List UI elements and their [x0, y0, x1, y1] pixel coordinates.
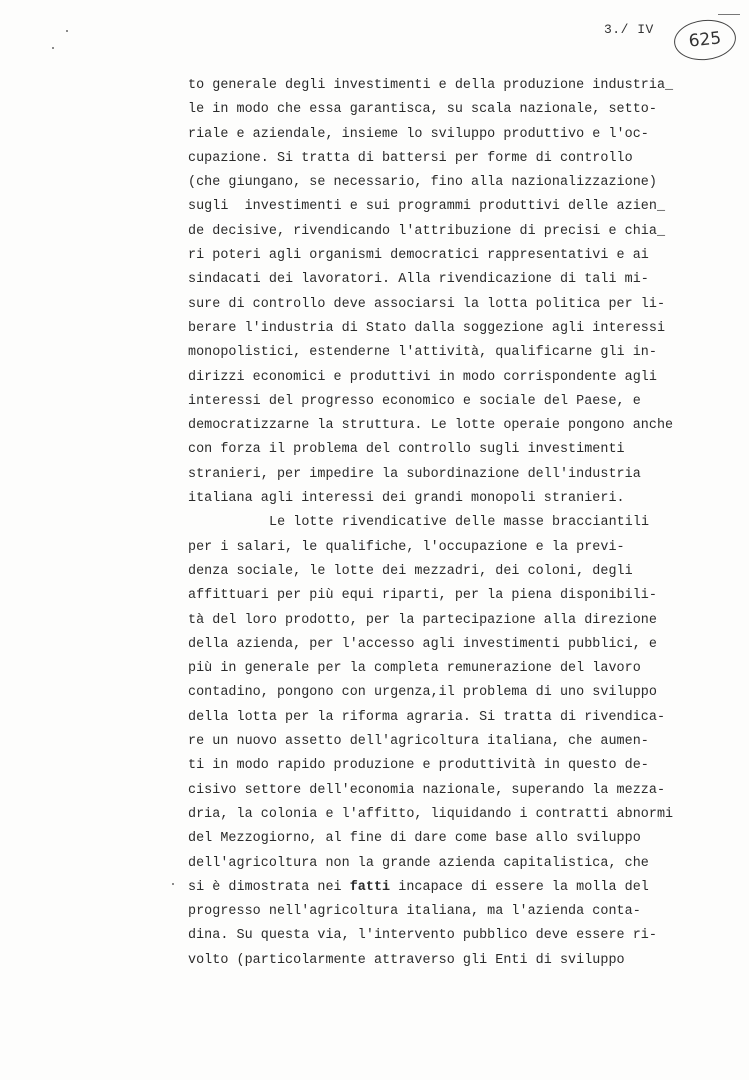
- text-line: to generale degli investimenti e della produzione industria_: [188, 78, 674, 93]
- text-line: dina. Su questa via, l'intervento pubblico deve essere ri-: [188, 928, 657, 944]
- text-line: le in modo che essa garantisca, su scala nazionale, setto-: [188, 102, 657, 118]
- text-line: interessi del progresso economico e sociale del Paese, e: [188, 393, 641, 409]
- text-line: sindacati dei lavoratori. Alla rivendicazione di tali mi-: [188, 272, 649, 288]
- text-line: (che giungano, se necessario, fino alla nazionalizzazione): [188, 175, 657, 191]
- text-line: della azienda, per l'accesso agli investimenti pubblici, e: [188, 636, 657, 652]
- text-line: dria, la colonia e l'affitto, liquidando i contratti abnormi: [188, 806, 674, 822]
- text-line: monopolistici, estenderne l'attività, qualificarne gli in-: [188, 345, 657, 361]
- text-line: affittuari per più equi riparti, per la piena disponibili-: [188, 588, 657, 604]
- text-line: de decisive, rivendicando l'attribuzione di precisi e chia_: [188, 223, 666, 239]
- page-reference: 3./ IV: [604, 22, 654, 37]
- text-line: progresso nell'agricoltura italiana, ma l'azienda conta-: [188, 904, 641, 920]
- text-line: italiana agli interessi dei grandi monopoli stranieri.: [188, 491, 625, 507]
- text-line: volto (particolarmente attraverso gli Enti di sviluppo: [188, 952, 625, 968]
- text-line: per i salari, le qualifiche, l'occupazione e la previ-: [188, 539, 625, 555]
- text-line: re un nuovo assetto dell'agricoltura italiana, che aumen-: [188, 734, 649, 750]
- text-segment: si è dimostrata nei: [188, 879, 350, 895]
- scan-dot: [52, 47, 54, 49]
- text-line: cupazione. Si tratta di battersi per forme di controllo: [188, 150, 633, 166]
- page-number-stamp: 625: [672, 17, 738, 63]
- document-body: [188, 74, 728, 973]
- text-line: sure di controllo deve associarsi la lotta politica per li-: [188, 296, 666, 312]
- text-line: berare l'industria di Stato dalla soggezione agli interessi: [188, 320, 666, 336]
- text-line: denza sociale, le lotte dei mezzadri, dei coloni, degli: [188, 563, 633, 579]
- text-line: contadino, pongono con urgenza,il problema di uno sviluppo: [188, 685, 657, 701]
- text-line: con forza il problema del controllo sugli investimenti: [188, 442, 625, 458]
- text-line: democratizzarne la struttura. Le lotte operaie pongono anche: [188, 418, 674, 434]
- text-line: sugli investimenti e sui programmi produttivi delle azien_: [188, 199, 666, 215]
- text-line: della lotta per la riforma agraria. Si tratta di rivendica-: [188, 709, 666, 725]
- text-line: dirizzi economici e produttivi in modo corrispondente agli: [188, 369, 657, 385]
- scan-dot: [172, 883, 174, 885]
- scan-artifact: [718, 14, 740, 15]
- text-line: più in generale per la completa remunerazione del lavoro: [188, 661, 641, 677]
- text-line: del Mezzogiorno, al fine di dare come base allo sviluppo: [188, 831, 641, 847]
- text-line: ti in modo rapido produzione e produttività in questo de-: [188, 758, 649, 774]
- paragraph-start-line: Le lotte rivendicative delle masse bracciantili: [269, 515, 650, 531]
- text-segment: incapace di essere la molla del: [390, 879, 649, 895]
- bold-word: fatti: [349, 879, 391, 895]
- text-line: ri poteri agli organismi democratici rappresentativi e ai: [188, 248, 649, 264]
- text-line: cisivo settore dell'economia nazionale, superando la mezza-: [188, 782, 666, 798]
- text-line: riale e aziendale, insieme lo sviluppo produttivo e l'oc-: [188, 126, 649, 142]
- scan-dot: [66, 30, 68, 32]
- text-line-mixed: [188, 876, 728, 900]
- text-line: dell'agricoltura non la grande azienda capitalistica, che: [188, 855, 649, 871]
- text-line: tà del loro prodotto, per la partecipazione alla direzione: [188, 612, 657, 628]
- text-line: stranieri, per impedire la subordinazione dell'industria: [188, 466, 641, 482]
